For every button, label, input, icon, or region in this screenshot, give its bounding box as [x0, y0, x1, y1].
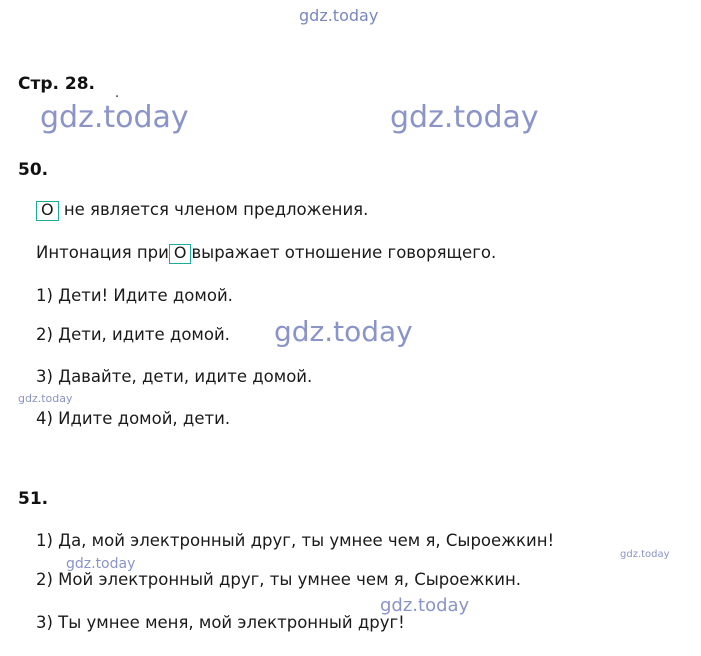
exercise-51-line-2: 2) Мой электронный друг, ты умнее чем я, Сыроежкин.	[36, 570, 522, 589]
exercise-number-51: 51.	[18, 489, 49, 509]
watermark-small-lower: gdz.today	[380, 595, 470, 616]
exercise-50-line-2-text-before: Интонация при	[36, 243, 169, 262]
watermark-top: gdz.today	[299, 6, 379, 25]
watermark-big-right: gdz.today	[390, 100, 539, 135]
watermark-small-left: gdz.today	[18, 392, 73, 405]
exercise-50-line-3: 1) Дети! Идите домой.	[36, 286, 233, 305]
exercise-50-line-6: 4) Идите домой, дети.	[36, 409, 231, 428]
watermark-small-center: gdz.today	[66, 556, 136, 572]
exercise-50-line-1-text: не является членом предложения.	[63, 200, 369, 219]
exercise-50-line-5: 3) Давайте, дети, идите домой.	[36, 367, 313, 386]
exercise-51-line-3: 3) Ты умнее меня, мой электронный друг!	[36, 613, 405, 632]
exercise-50-line-2	[36, 243, 496, 264]
stray-dot: .	[115, 86, 120, 101]
watermark-small-right: gdz.today	[620, 549, 670, 560]
exercise-51-line-1: 1) Да, мой электронный друг, ты умнее чем я, Сыроежкин!	[36, 531, 555, 550]
exercise-50-line-1	[36, 200, 368, 221]
boxed-letter-o: О	[169, 244, 192, 264]
watermark-big-left: gdz.today	[40, 100, 189, 135]
page-number-label: Стр. 28.	[18, 74, 95, 94]
exercise-50-line-2-text-after: выражает отношение говорящего.	[191, 243, 497, 262]
watermark-middle: gdz.today	[274, 315, 413, 348]
boxed-letter-o: О	[36, 201, 59, 221]
exercise-50-line-4: 2) Дети, идите домой.	[36, 325, 230, 344]
exercise-number-50: 50.	[18, 160, 49, 180]
